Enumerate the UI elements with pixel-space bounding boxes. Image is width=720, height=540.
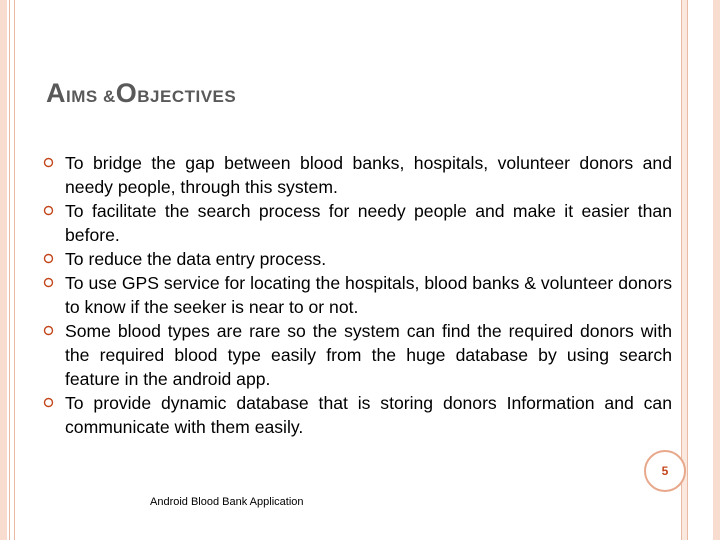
bullet-text: To bridge the gap between blood banks, hospitals, volunteer donors and needy people, through this system. (65, 153, 672, 197)
objectives-list (42, 151, 672, 439)
list-item (42, 247, 672, 271)
bullet-text: To provide dynamic database that is storing donors Information and can communicate with them easily. (65, 393, 672, 437)
circle-bullet-icon (43, 397, 54, 408)
bullet-text: To facilitate the search process for needy people and make it easier than before. (65, 201, 672, 245)
circle-bullet-icon (43, 253, 54, 264)
circle-bullet-icon (43, 325, 54, 336)
list-item (42, 271, 672, 319)
bullet-text: To use GPS service for locating the hospitals, blood banks & volunteer donors to know if the seeker is near to or not. (65, 273, 672, 317)
slide-title (46, 78, 236, 109)
list-item (42, 199, 672, 247)
bullet-text: To reduce the data entry process. (65, 249, 327, 269)
bullet-text: Some blood types are rare so the system can find the required donors with the required blood type easily from the huge database by using search feature in the android app. (65, 321, 672, 389)
page-number-badge (644, 450, 686, 492)
list-item (42, 319, 672, 391)
frame-line-right-outer (687, 0, 688, 540)
title-ampersand: & (97, 87, 116, 106)
title-cap-o: O (115, 78, 138, 108)
title-rest-a: IMS (66, 87, 98, 106)
title-rest-o: BJECTIVES (137, 87, 237, 106)
circle-bullet-icon (43, 277, 54, 288)
circle-bullet-icon (43, 205, 54, 216)
slide-footer: Android Blood Bank Application (150, 496, 304, 508)
page-number: 5 (661, 464, 669, 478)
title-cap-a: A (46, 78, 66, 108)
frame-line-left-inner (14, 0, 15, 540)
list-item (42, 391, 672, 439)
frame-line-left-outer (9, 0, 10, 540)
circle-bullet-icon (43, 157, 54, 168)
list-item (42, 151, 672, 199)
